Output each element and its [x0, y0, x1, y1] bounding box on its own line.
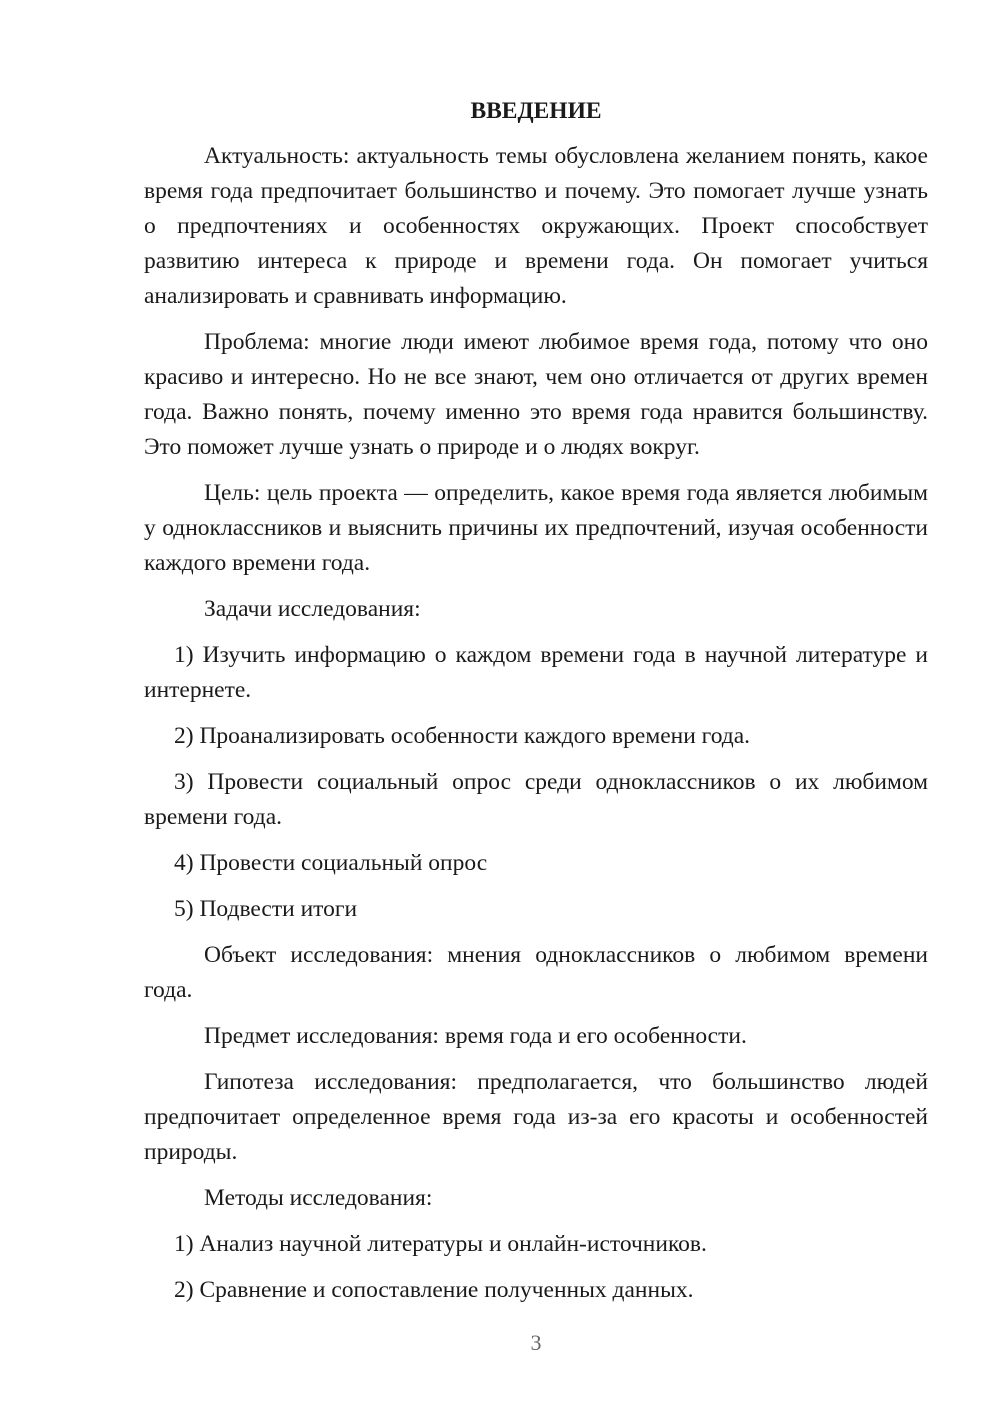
task-item-4: 4) Провести социальный опрос — [174, 850, 488, 876]
goal-paragraph: Цель: цель проекта — определить, какое время года является любимым у одноклассников и выяснить причины их предпочтений, изучая особенности каждого времени года. — [144, 480, 928, 576]
tasks-title: Задачи исследования: — [204, 596, 421, 622]
section-heading: ВВЕДЕНИЕ — [470, 98, 602, 124]
method-item-1: 1) Анализ научной литературы и онлайн-источников. — [174, 1231, 707, 1257]
hypothesis-paragraph: Гипотеза исследования: предполагается, что большинство людей предпочитает определенное время года из-за его красоты и особенностей природы. — [144, 1069, 928, 1165]
relevance-paragraph: Актуальность: актуальность темы обусловлена желанием понять, какое время года предпочитает большинство и почему. Это помогает лучше узнать о предпочтениях и особенностях окружающих. Проект способствует развитию интереса к природе и времени года. Он помогает учиться анализировать и сравнивать информацию. — [144, 143, 928, 309]
method-item-2: 2) Сравнение и сопоставление полученных данных. — [174, 1277, 694, 1303]
task-item-3: 3) Провести социальный опрос среди одноклассников о их любимом времени года. — [144, 769, 928, 830]
subject-paragraph: Предмет исследования: время года и его особенности. — [204, 1023, 747, 1049]
page-number: 3 — [530, 1330, 542, 1355]
task-item-2: 2) Проанализировать особенности каждого времени года. — [174, 723, 751, 749]
page-content — [144, 94, 928, 1319]
task-item-5: 5) Подвести итоги — [174, 896, 358, 922]
object-paragraph: Объект исследования: мнения одноклассников о любимом времени года. — [144, 942, 928, 1003]
task-item-1: 1) Изучить информацию о каждом времени года в научной литературе и интернете. — [144, 642, 928, 703]
problem-paragraph: Проблема: многие люди имеют любимое время года, потому что оно красиво и интересно. Но не все знают, чем оно отличается от других времен года. Важно понять, почему именно это время года нравится большинству. Это поможет лучше узнать о природе и о людях вокруг. — [144, 329, 928, 460]
methods-title: Методы исследования: — [204, 1185, 433, 1211]
